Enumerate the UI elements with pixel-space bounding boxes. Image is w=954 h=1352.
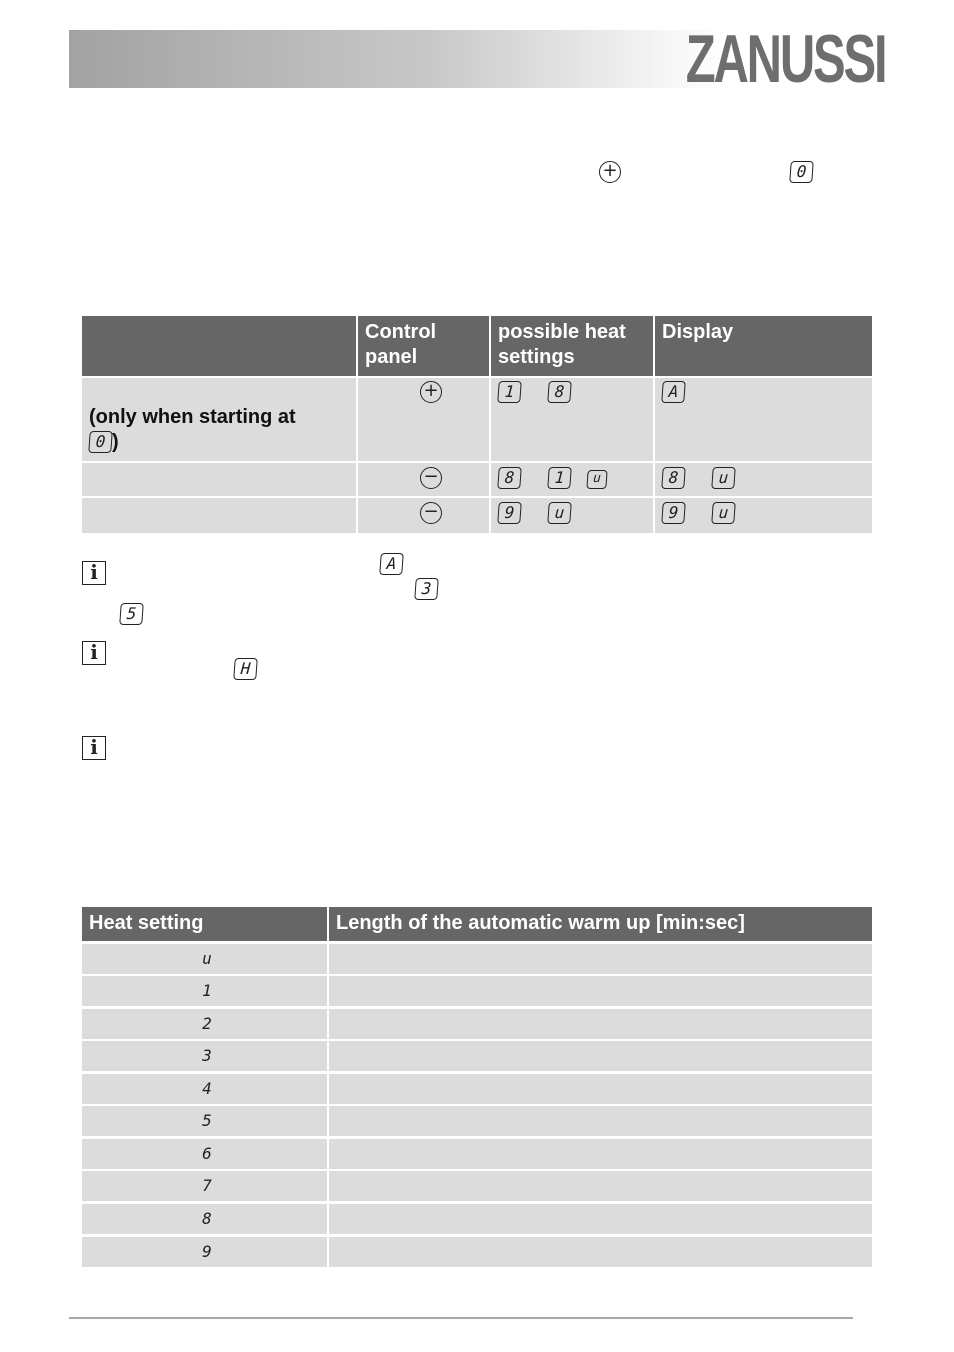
heat-setting-glyph: 4 [202,1079,212,1098]
table-row-3-heat-cell [491,498,653,533]
display-u-icon: u [711,502,736,524]
table-row [82,1041,872,1071]
display-9-icon: 9 [497,502,522,524]
warm-up-length-cell [329,1139,872,1169]
row-1-label-close: ) [112,431,119,453]
header-banner [69,21,885,97]
display-8-icon: 8 [497,467,522,489]
warm-up-length-cell [329,976,872,1006]
table-row-2-label-cell [82,463,356,496]
table-row-1-heat-cell [491,378,653,461]
warm-up-length-cell [329,1106,872,1136]
table-row [82,1074,872,1104]
table-row [82,944,872,974]
table-row [82,1106,872,1136]
heat-setting-glyph: 3 [202,1046,212,1065]
table-row [82,1237,872,1267]
heat-setting-glyph: u [202,949,212,968]
display-5-icon: 5 [119,603,144,625]
table-row-3-display-cell [655,498,872,533]
info-icon: i [82,561,106,585]
display-1-icon: 1 [547,467,572,489]
display-a-icon: A [661,381,686,403]
row-1-label: (only when starting at [89,406,296,428]
table-row-3-control-cell [358,498,489,533]
row-1-label-zero-icon: 0 [88,431,113,453]
heat-setting-glyph: 6 [202,1144,212,1163]
heat-setting-glyph: 1 [202,981,212,1000]
table-row [82,1139,872,1169]
heat-setting-glyph: 9 [202,1242,212,1261]
heat-setting-glyph: 2 [202,1014,212,1033]
warm-up-length-cell [329,944,872,974]
footer-divider [69,1317,853,1319]
table1-header-empty [82,316,356,376]
warm-up-length-cell [329,1041,872,1071]
table1-header-display: Display [655,316,872,376]
heat-setting-glyph: 5 [202,1111,212,1130]
table2-header-heat-setting: Heat setting [82,907,327,941]
heat-setting-glyph: 8 [202,1209,212,1228]
display-h-icon: H [233,658,258,680]
minus-icon: − [420,502,442,524]
display-8-icon: 8 [547,381,572,403]
table-row [82,1171,872,1201]
brand-logo: ZANUSSI [685,21,885,97]
table2-header-warm-up-length: Length of the automatic warm up [min:sec] [329,907,872,941]
minus-icon: − [420,467,442,489]
display-3-icon: 3 [414,578,439,600]
table-row-3-label-cell [82,498,356,533]
table-row-2-heat-cell [491,463,653,496]
display-9-icon: 9 [661,502,686,524]
display-1-icon: 1 [497,381,522,403]
display-a-icon: A [379,553,404,575]
display-zero-icon: 0 [789,161,814,183]
display-8-icon: 8 [661,467,686,489]
table-row-1-display-cell [655,378,872,461]
plus-icon: + [420,381,442,403]
table-row [82,976,872,1006]
warm-up-length-cell [329,1204,872,1234]
table-row-1-control-cell [358,378,489,461]
info-icon: i [82,736,106,760]
warm-up-length-cell [329,1074,872,1104]
table-row-2-control-cell [358,463,489,496]
table1-header-heat-settings: possible heat settings [491,316,653,376]
display-u-icon: u [547,502,572,524]
table-row [82,1204,872,1234]
table-row-2-display-cell [655,463,872,496]
warm-up-length-cell [329,1237,872,1267]
display-u-icon: u [711,467,736,489]
display-u-icon: u [586,470,607,489]
table-row [82,1009,872,1039]
plus-icon: + [599,161,621,183]
info-icon: i [82,641,106,665]
heat-setting-glyph: 7 [202,1176,212,1195]
warm-up-length-cell [329,1009,872,1039]
table1-header-control-panel: Control panel [358,316,489,376]
warm-up-length-cell [329,1171,872,1201]
table-row-1-label-cell [82,378,356,461]
